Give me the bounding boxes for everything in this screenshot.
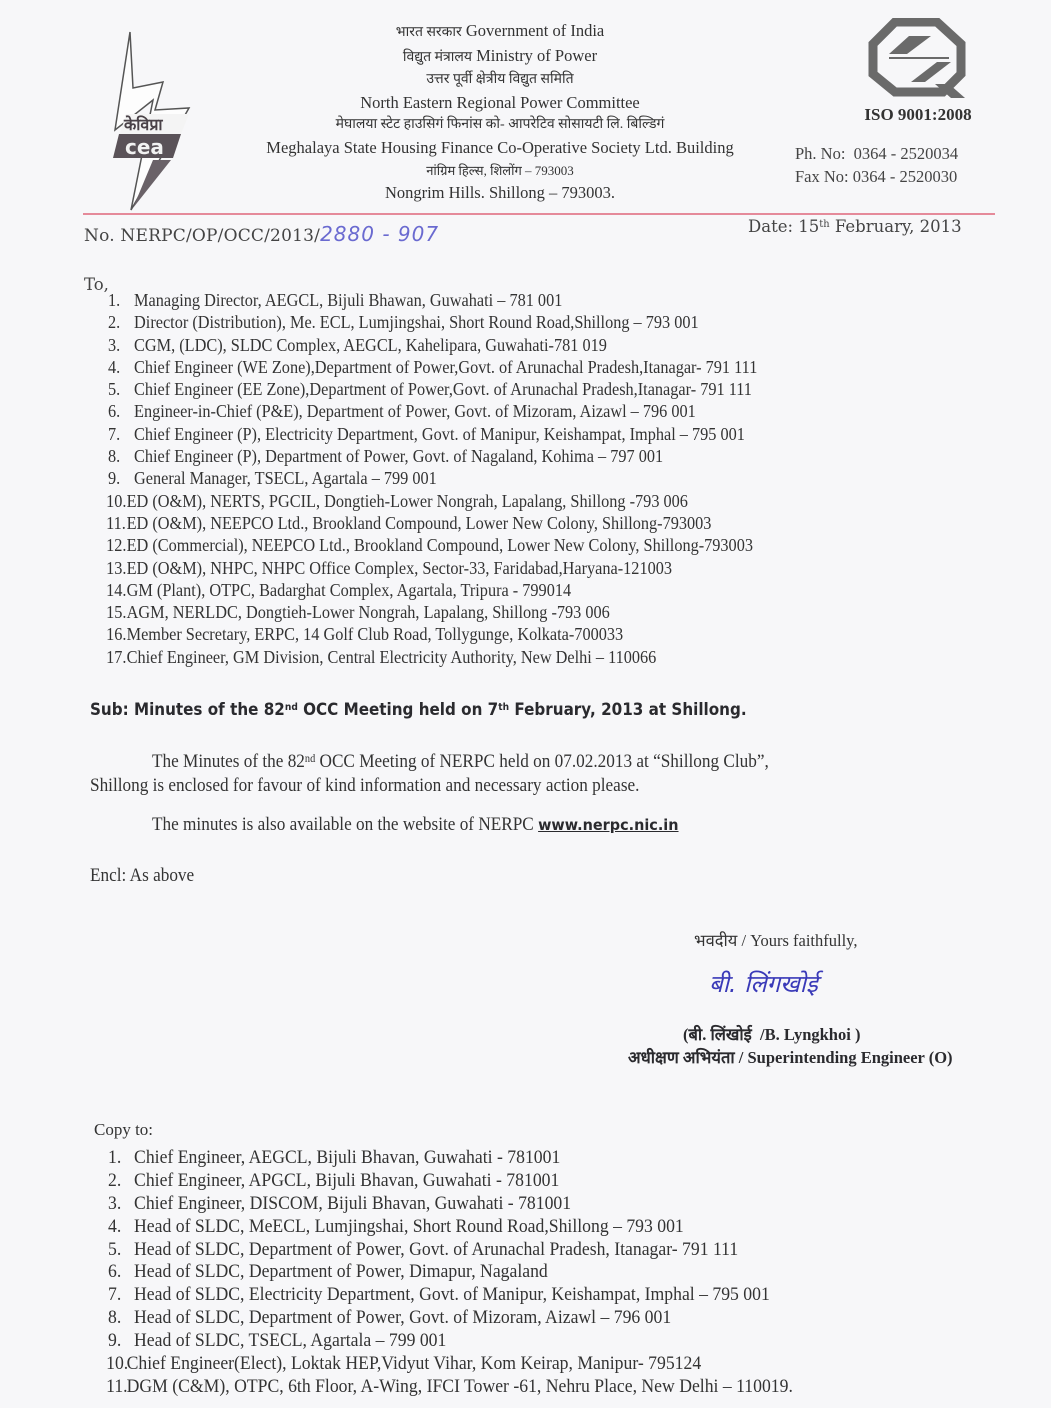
list-item xyxy=(108,423,757,445)
contact-info xyxy=(795,142,958,188)
list-item xyxy=(108,334,757,356)
item-number: 6. xyxy=(108,401,121,422)
item-number: 4. xyxy=(108,356,121,377)
item-number: 12. xyxy=(106,535,127,556)
list-item xyxy=(108,1239,793,1262)
copy-to-label: Copy to: xyxy=(94,1120,154,1139)
cea-logo xyxy=(105,30,195,215)
item-number: 16. xyxy=(106,624,127,645)
body-paragraph-2 xyxy=(152,815,679,836)
signature-icon xyxy=(705,962,895,1002)
website-link[interactable]: www.nerpc.nic.in xyxy=(538,816,679,834)
item-text: Head of SLDC, Department of Power, Govt. of Mizoram, Aizawl – 796 001 xyxy=(134,1307,672,1329)
list-item xyxy=(108,557,757,579)
government-line xyxy=(200,20,800,45)
item-number: 5. xyxy=(108,1238,122,1260)
list-item xyxy=(108,512,757,534)
handwritten-signature xyxy=(705,962,895,1002)
item-text: Head of SLDC, Department of Power, Govt. of Arunachal Pradesh, Itanagar- 791 111 xyxy=(134,1238,739,1260)
ministry-english: Ministry of Power xyxy=(476,45,598,65)
list-item xyxy=(108,311,757,333)
recipient-list xyxy=(108,289,806,668)
para-text: The Minutes of the 82 xyxy=(152,752,305,772)
list-item xyxy=(108,579,757,601)
signature-text: बी. लिंगखोई xyxy=(709,970,818,998)
list-item xyxy=(108,1170,793,1193)
list-item xyxy=(108,623,757,645)
list-item xyxy=(108,1284,793,1307)
item-text: Head of SLDC, Electricity Department, Govt. of Manipur, Keishampat, Imphal – 795 001 xyxy=(134,1284,770,1306)
item-number: 2. xyxy=(108,312,121,333)
government-hindi: भारत सरकार xyxy=(395,25,462,40)
item-text: Chief Engineer, APGCL, Bijuli Bhavan, Guwahati - 781001 xyxy=(134,1169,560,1191)
committee-hindi: उत्तर पूर्वी क्षेत्रीय विद्युत समिति xyxy=(426,72,574,88)
subject-part: Sub: Minutes of the 82 xyxy=(90,700,285,719)
list-item xyxy=(108,1330,793,1353)
list-item xyxy=(108,289,757,311)
fax-number: Fax No: 0364 - 2520030 xyxy=(795,167,958,186)
list-item xyxy=(108,467,757,489)
body-paragraph-1-line-2: Shillong is enclosed for favour of kind information and necessary action please. xyxy=(90,776,640,796)
list-item xyxy=(108,534,757,556)
government-english: Government of India xyxy=(465,21,605,40)
list-item xyxy=(108,1307,793,1330)
list-item xyxy=(108,1261,793,1284)
item-text: Managing Director, AEGCL, Bijuli Bhawan, Guwahati – 781 001 xyxy=(134,290,563,310)
item-text: DGM (C&M), OTPC, 6th Floor, A-Wing, IFCI Tower -61, Nehru Place, New Delhi – 110019. xyxy=(126,1375,793,1397)
item-number: 13. xyxy=(106,557,127,578)
list-item xyxy=(108,1193,793,1216)
subject-line xyxy=(90,700,747,719)
subject-part: February, 2013 at Shillong. xyxy=(509,700,747,719)
list-item xyxy=(108,378,757,400)
item-text: Head of SLDC, MeECL, Lumjingshai, Short Round Road,Shillong – 793 001 xyxy=(134,1215,684,1237)
cea-logo-hindi: केविप्रा xyxy=(124,115,163,134)
subject-part: OCC Meeting held on 7 xyxy=(297,700,499,719)
item-number: 11. xyxy=(106,1375,128,1397)
item-number: 10. xyxy=(106,1353,129,1375)
item-text: Director (Distribution), Me. ECL, Lumjingshai, Short Round Road,Shillong – 793 001 xyxy=(134,312,699,333)
iso-quality-logo xyxy=(865,18,973,98)
lightning-bolt-icon xyxy=(105,30,195,215)
address-english: Nongrim Hills. Shillong – 793003. xyxy=(384,183,616,203)
reference-number xyxy=(84,222,439,246)
list-item xyxy=(108,490,757,512)
item-text: Chief Engineer (P), Department of Power, Govt. of Nagaland, Kohima – 797 001 xyxy=(134,446,664,467)
ministry-hindi: विद्युत मंत्रालय xyxy=(402,49,472,65)
list-item xyxy=(108,1147,793,1170)
body-paragraph-1 xyxy=(152,752,769,773)
list-item xyxy=(108,1376,793,1399)
iso-octagon-icon xyxy=(865,18,973,98)
item-text: ED (Commercial), NEEPCO Ltd., Brookland Compound, Lower New Colony, Shillong-793003 xyxy=(126,535,753,556)
item-number: 8. xyxy=(108,446,121,467)
item-number: 7. xyxy=(108,1284,122,1306)
item-number: 3. xyxy=(108,334,121,355)
item-number: 2. xyxy=(108,1169,122,1191)
item-text: GM (Plant), OTPC, Badarghat Complex, Agartala, Tripura - 799014 xyxy=(126,579,572,600)
closing-salutation: भवदीय / Yours faithfully, xyxy=(694,931,858,950)
header-divider xyxy=(83,213,995,215)
list-item xyxy=(108,445,757,467)
item-text: Chief Engineer (WE Zone),Department of Power,Govt. of Arunachal Pradesh,Itanagar- 791 111 xyxy=(134,356,758,377)
item-number: 5. xyxy=(108,379,121,400)
para-text: OCC Meeting of NERPC held on 07.02.2013 at “Shillong Club”, xyxy=(315,752,769,772)
building-english: Meghalaya State Housing Finance Co-Operative Society Ltd. Building xyxy=(266,137,734,157)
enclosure-note: Encl: As above xyxy=(90,866,195,886)
subject-sup: th xyxy=(498,702,510,713)
item-text: Chief Engineer(Elect), Loktak HEP,Vidyut Vihar, Kom Keirap, Manipur- 795124 xyxy=(126,1353,702,1375)
item-number: 15. xyxy=(106,602,127,623)
item-text: ED (O&M), NERTS, PGCIL, Dongtieh-Lower Nongrah, Lapalang, Shillong -793 006 xyxy=(126,490,688,511)
copy-recipient-list xyxy=(108,1147,844,1399)
committee-english: North Eastern Regional Power Committee xyxy=(360,92,640,112)
to-label: To, xyxy=(84,275,109,294)
building-hindi: मेघालया स्टेट हाउसिगं फिनांस को- आपरेटिव सोसायटी लि. बिल्डिगं xyxy=(335,117,665,133)
list-item xyxy=(108,1353,793,1376)
ministry-line xyxy=(200,45,800,70)
reference-handwritten: 2880 - 907 xyxy=(320,222,440,246)
item-text: CGM, (LDC), SLDC Complex, AEGCL, Kahelipara, Guwahati-781 019 xyxy=(134,334,607,355)
para-sup: nd xyxy=(304,753,316,765)
item-number: 1. xyxy=(108,1147,122,1168)
item-text: Head of SLDC, Department of Power, Dimapur, Nagaland xyxy=(134,1261,548,1283)
list-item xyxy=(108,601,757,623)
item-number: 6. xyxy=(108,1261,122,1283)
address-hindi: नांग्रिम हिल्स, शिलोंग – 793003 xyxy=(426,162,574,178)
item-text: ED (O&M), NHPC, NHPC Office Complex, Sector-33, Faridabad,Haryana-121003 xyxy=(126,557,673,578)
list-item xyxy=(108,400,757,422)
item-number: 3. xyxy=(108,1192,122,1214)
item-number: 11. xyxy=(106,512,126,533)
item-text: ED (O&M), NEEPCO Ltd., Brookland Compound, Lower New Colony, Shillong-793003 xyxy=(126,512,712,533)
signatory-title: अधीक्षण अभियंता / Superintending Engineer (O) xyxy=(628,1048,953,1067)
date-label: Date: 15 xyxy=(748,217,820,236)
iso-certification: ISO 9001:2008 xyxy=(864,105,972,124)
item-text: Chief Engineer (P), Electricity Department, Govt. of Manipur, Keishampat, Imphal – 795 001 xyxy=(134,423,745,444)
item-text: General Manager, TSECL, Agartala – 799 001 xyxy=(134,468,437,489)
item-text: Engineer-in-Chief (P&E), Department of Power, Govt. of Mizoram, Aizawl – 796 001 xyxy=(134,401,696,422)
item-number: 14. xyxy=(106,579,127,600)
letter-date xyxy=(748,217,962,236)
item-number: 10. xyxy=(106,490,127,511)
list-item xyxy=(108,356,757,378)
cea-logo-english: cea xyxy=(125,135,164,159)
item-number: 9. xyxy=(108,468,121,489)
item-text: Chief Engineer, GM Division, Central Electricity Authority, New Delhi – 110066 xyxy=(126,646,657,667)
item-text: AGM, NERLDC, Dongtieh-Lower Nongrah, Lapalang, Shillong -793 006 xyxy=(126,602,610,623)
subject-sup: nd xyxy=(284,702,298,713)
item-text: Chief Engineer, DISCOM, Bijuli Bhavan, Guwahati - 781001 xyxy=(134,1192,572,1214)
date-rest: February, 2013 xyxy=(829,217,962,236)
item-text: Chief Engineer (EE Zone),Department of Power,Govt. of Arunachal Pradesh,Itanagar- 791 111 xyxy=(134,379,752,400)
para-text: The minutes is also available on the website of NERPC xyxy=(152,815,539,835)
item-number: 4. xyxy=(108,1215,122,1237)
reference-prefix: No. NERPC/OP/OCC/2013/ xyxy=(84,226,321,246)
list-item xyxy=(108,646,757,668)
item-number: 8. xyxy=(108,1307,122,1329)
list-item xyxy=(108,1216,793,1239)
item-text: Member Secretary, ERPC, 14 Golf Club Road, Tollygunge, Kolkata-700033 xyxy=(126,624,624,645)
item-number: 9. xyxy=(108,1330,122,1352)
phone-number: Ph. No: 0364 - 2520034 xyxy=(795,144,959,163)
item-number: 1. xyxy=(108,290,121,310)
letterhead xyxy=(200,20,800,205)
item-text: Head of SLDC, TSECL, Agartala – 799 001 xyxy=(134,1330,447,1352)
signatory-name: (बी. लिंखोई /B. Lyngkhoi ) xyxy=(683,1025,861,1044)
item-text: Chief Engineer, AEGCL, Bijuli Bhavan, Guwahati - 781001 xyxy=(134,1147,561,1168)
date-sup: th xyxy=(819,219,830,230)
item-number: 7. xyxy=(108,423,121,444)
item-number: 17. xyxy=(106,646,127,667)
